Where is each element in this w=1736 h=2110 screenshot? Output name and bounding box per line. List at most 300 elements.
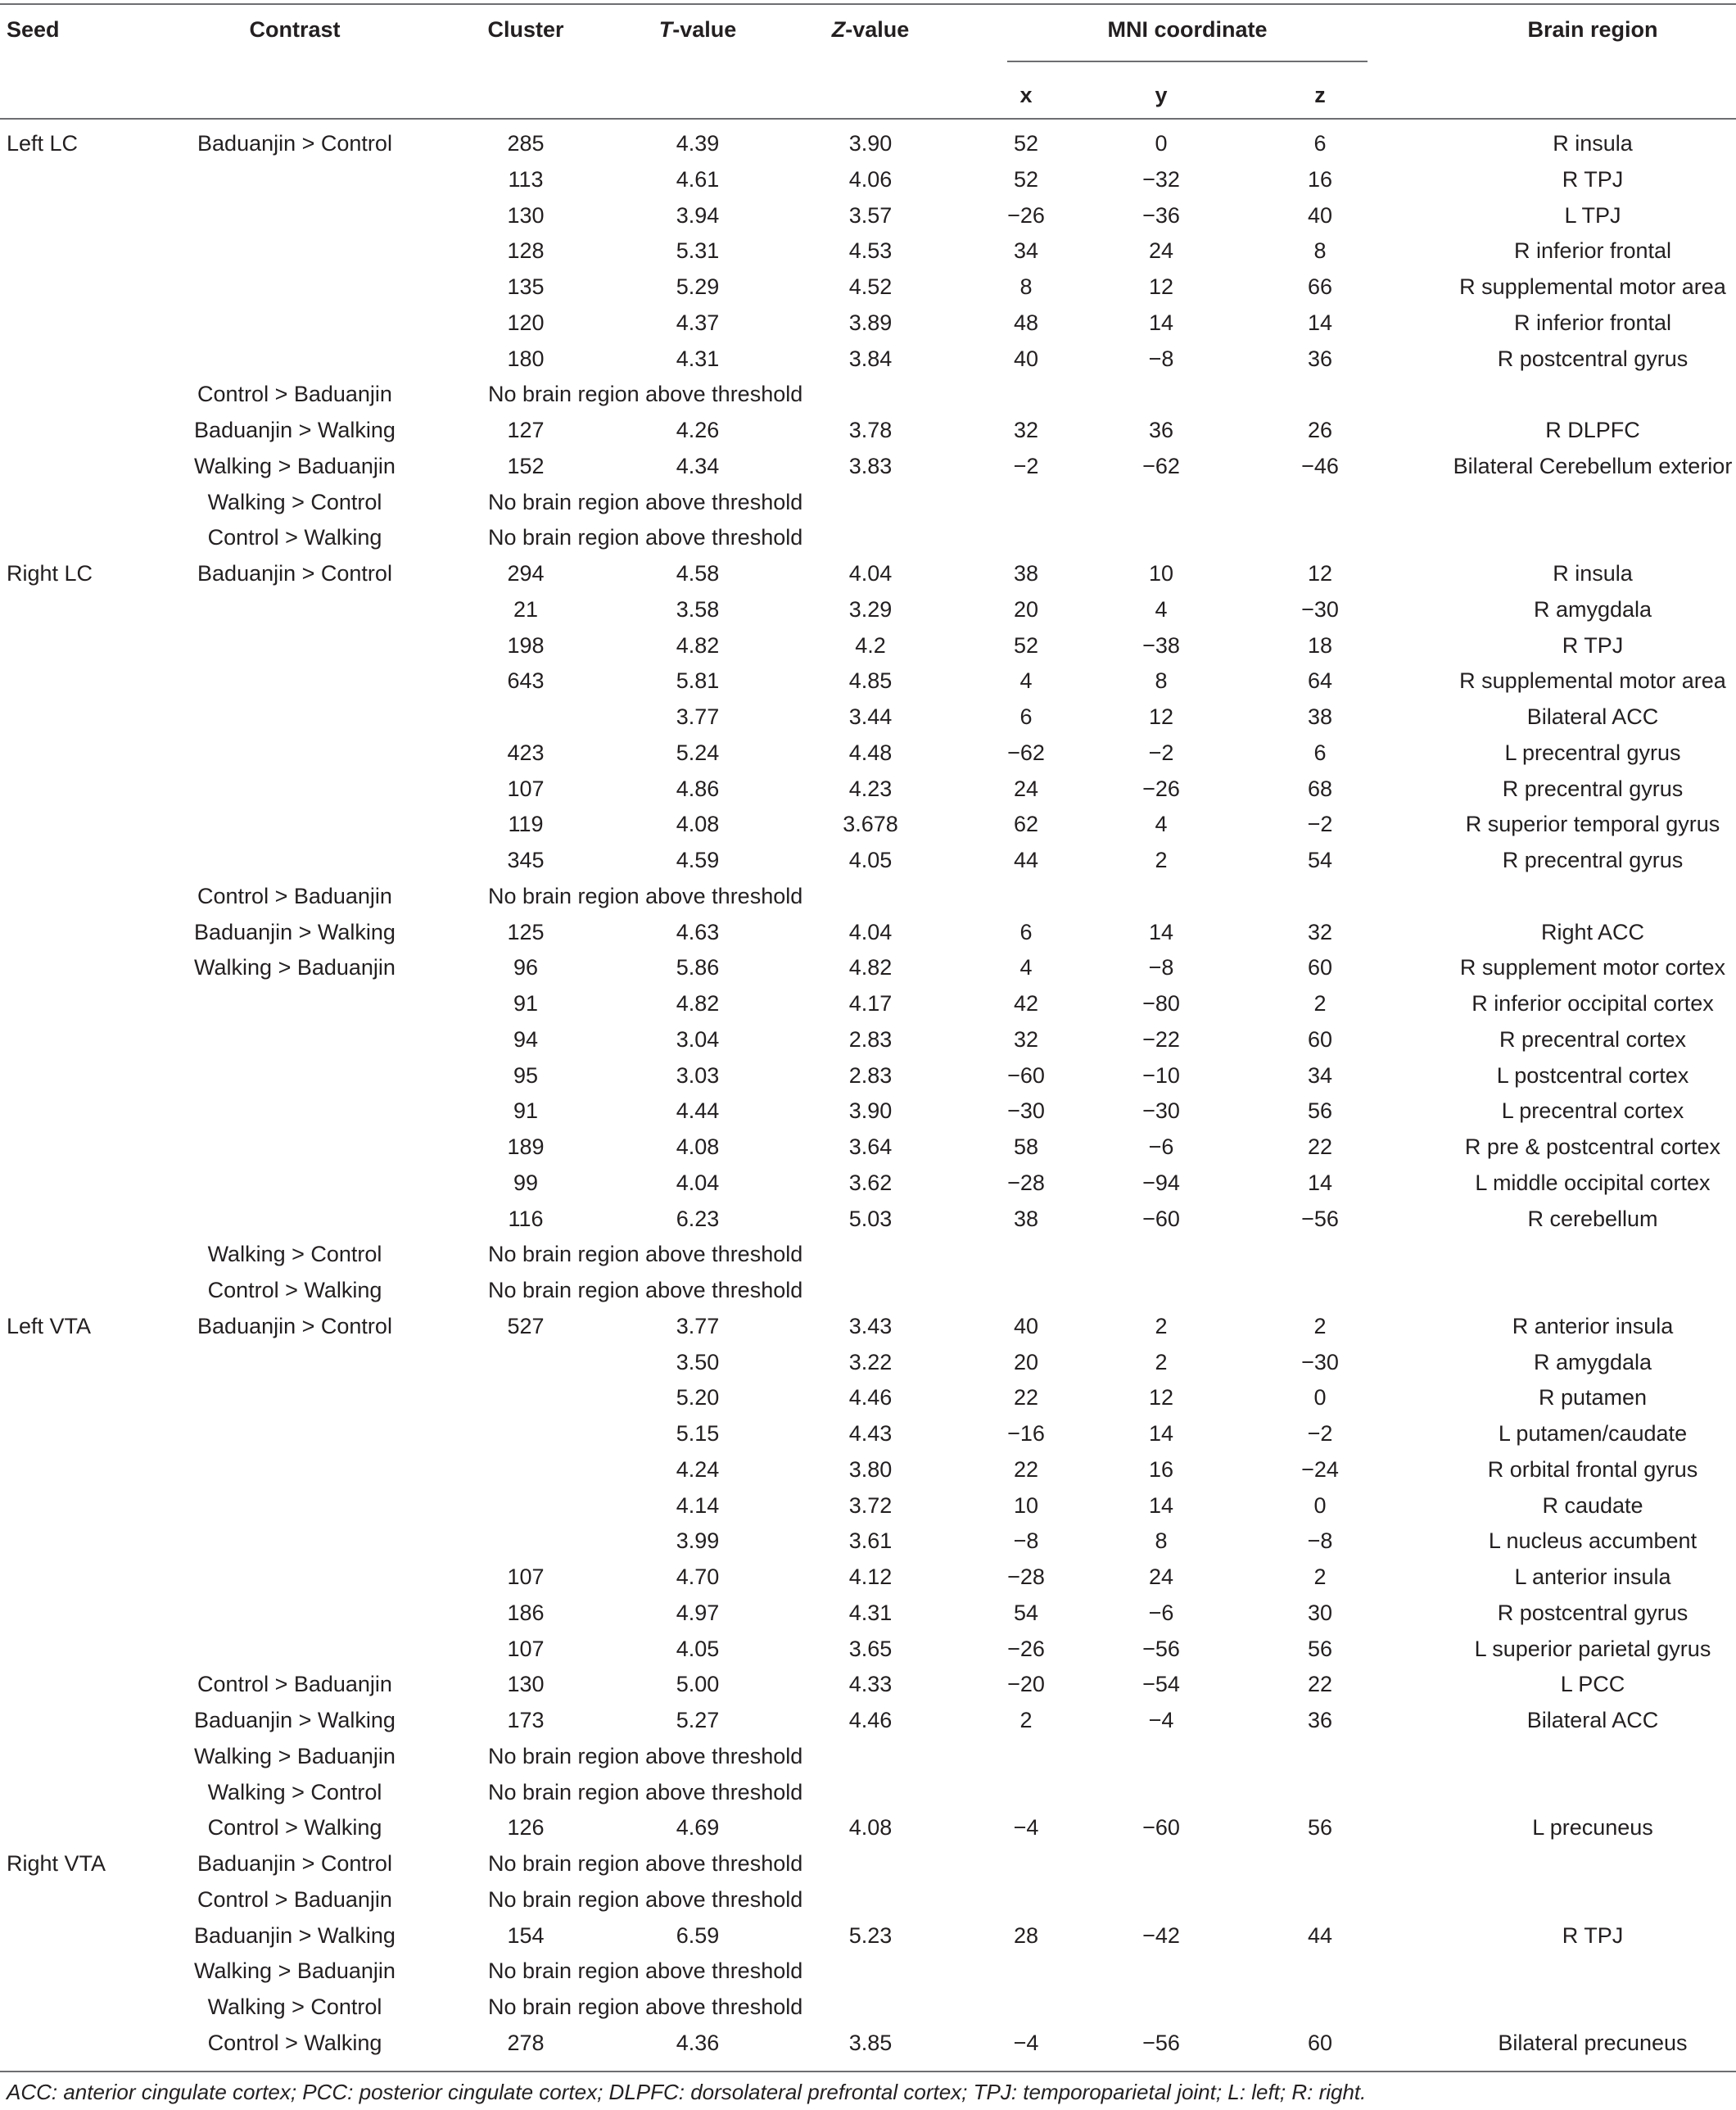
brain-region-cell: R supplement motor cortex <box>1459 955 1726 980</box>
mni-z-cell: −2 <box>1307 812 1333 837</box>
t-value-cell: 5.86 <box>676 955 720 980</box>
t-value-cell: 4.14 <box>676 1492 720 1518</box>
mni-y-cell: −62 <box>1142 453 1180 478</box>
brain-region-cell: R precentral gyrus <box>1502 848 1684 872</box>
mni-y-cell: 16 <box>1148 1456 1174 1482</box>
mni-z-cell: 6 <box>1313 740 1327 765</box>
z-value-cell: 4.17 <box>848 991 893 1016</box>
brain-region-cell: R superior temporal gyrus <box>1465 812 1720 837</box>
mni-x-cell: −20 <box>1007 1672 1045 1697</box>
mni-z-cell: −30 <box>1301 596 1339 622</box>
table-row <box>0 1595 1736 1631</box>
contrast-cell <box>188 735 401 771</box>
table-row <box>0 1666 1736 1702</box>
mni-x-cell: 38 <box>1013 561 1039 586</box>
t-value-cell: 4.44 <box>676 1098 720 1124</box>
t-value-cell: 4.34 <box>676 453 720 478</box>
contrast-cell: Walking > Control <box>207 1995 382 2019</box>
z-value-cell: 4.82 <box>848 955 893 980</box>
brain-region-cell: L PCC <box>1560 1672 1625 1697</box>
table-row <box>0 1308 1736 1344</box>
z-value-cell: 3.57 <box>848 202 893 228</box>
contrast-cell <box>188 663 401 699</box>
t-value-cell: 4.36 <box>676 2030 720 2055</box>
t-value-cell: 5.24 <box>676 740 720 765</box>
mni-y-cell: 12 <box>1148 274 1174 299</box>
table-row <box>0 519 1736 555</box>
t-value-cell: 4.63 <box>676 919 720 944</box>
table-row <box>0 806 1736 842</box>
no-region-note: No brain region above threshold <box>488 1743 803 1768</box>
contrast-cell <box>188 1451 401 1487</box>
table-row <box>0 376 1736 412</box>
mni-z-cell: 14 <box>1307 1170 1333 1195</box>
mni-y-cell: −60 <box>1142 1815 1180 1841</box>
mni-y-cell: 14 <box>1148 1492 1174 1518</box>
no-region-note: No brain region above threshold <box>488 1886 803 1912</box>
t-value-cell: 3.77 <box>676 704 720 729</box>
mni-x-cell: −8 <box>1013 1528 1039 1554</box>
contrast-cell: Baduanjin > Control <box>197 1851 392 1876</box>
mni-y-cell: 4 <box>1155 596 1168 622</box>
contrast-cell <box>188 233 401 269</box>
z-value-cell: 3.85 <box>848 2030 893 2055</box>
brain-region-cell: R orbital frontal gyrus <box>1487 1456 1698 1482</box>
t-value-cell: 4.39 <box>676 131 720 156</box>
z-value-cell: 4.85 <box>848 668 893 694</box>
t-value-cell: 4.61 <box>676 166 720 192</box>
t-value-cell: 5.15 <box>676 1421 720 1446</box>
contrast-cell <box>188 1631 401 1667</box>
cluster-cell <box>485 1451 567 1487</box>
z-value-cell: 3.90 <box>848 1098 893 1124</box>
contrast-cell: Walking > Control <box>207 1779 382 1804</box>
brain-region-cell: Bilateral ACC <box>1526 1708 1659 1732</box>
mni-z-cell: 2 <box>1313 1564 1327 1589</box>
z-value-cell: 4.08 <box>848 1815 893 1841</box>
mni-x-cell: −16 <box>1007 1421 1045 1446</box>
mni-x-cell: −4 <box>1013 2030 1039 2055</box>
mni-z-cell: 2 <box>1313 991 1327 1016</box>
mni-subrule <box>1007 61 1368 62</box>
subheader-row <box>0 77 1736 113</box>
contrast-cell: Control > Walking <box>207 525 382 550</box>
mni-z-cell: 14 <box>1307 310 1333 335</box>
cluster-cell <box>485 1344 567 1380</box>
t-value-cell: 4.31 <box>676 346 720 371</box>
no-region-note: No brain region above threshold <box>488 525 803 550</box>
mni-y-cell: −56 <box>1142 2030 1180 2055</box>
contrast-cell: Control > Baduanjin <box>197 1886 392 1912</box>
cluster-cell: 96 <box>513 955 539 980</box>
contrast-cell <box>188 197 401 233</box>
mni-x-cell: 4 <box>1019 955 1033 980</box>
z-value-cell: 5.03 <box>848 1206 893 1231</box>
t-value-cell: 3.94 <box>676 202 720 228</box>
cluster-cell: 94 <box>513 1026 539 1052</box>
mni-x-cell: 38 <box>1013 1206 1039 1231</box>
t-value-cell: 3.50 <box>676 1349 720 1374</box>
table-row <box>0 1129 1736 1165</box>
mni-x-cell: −26 <box>1007 1636 1045 1661</box>
t-value-cell: 4.86 <box>676 776 720 801</box>
cluster-cell: 130 <box>507 202 545 228</box>
mni-x-cell: 54 <box>1013 1600 1039 1625</box>
table-row <box>0 1379 1736 1415</box>
cluster-cell <box>485 1415 567 1451</box>
z-value-cell: 3.62 <box>848 1170 893 1195</box>
z-value-cell: 4.23 <box>848 776 893 801</box>
table-row <box>0 1559 1736 1595</box>
table-row <box>0 842 1736 878</box>
cluster-cell: 107 <box>507 1636 545 1661</box>
mni-x-cell: −62 <box>1007 740 1045 765</box>
brain-region-cell: R TPJ <box>1562 166 1624 192</box>
mni-z-cell: 64 <box>1307 668 1333 694</box>
brain-region-cell: R insula <box>1553 561 1633 586</box>
brain-region-cell: R caudate <box>1542 1492 1643 1518</box>
mni-z-cell: 38 <box>1307 704 1333 729</box>
bottom-rule <box>0 2071 1736 2072</box>
mni-z-cell: 36 <box>1307 346 1333 371</box>
brain-region-cell: Bilateral Cerebellum exterior <box>1453 453 1733 478</box>
mni-z-cell: 22 <box>1307 1134 1333 1159</box>
t-value-cell: 5.27 <box>676 1708 720 1732</box>
mni-x-cell: 22 <box>1013 1456 1039 1482</box>
z-value-cell: 4.04 <box>848 919 893 944</box>
contrast-cell: Walking > Control <box>207 1242 382 1267</box>
seed-cell: Left LC <box>7 131 79 156</box>
contrast-cell <box>188 842 401 878</box>
brain-region-cell: R precentral gyrus <box>1502 776 1684 801</box>
mni-y-cell: −6 <box>1148 1600 1174 1625</box>
mni-z-cell: −24 <box>1301 1456 1339 1482</box>
mni-x-cell: 44 <box>1013 848 1039 872</box>
contrast-cell: Control > Walking <box>207 1278 382 1302</box>
cluster-cell: 643 <box>507 668 545 694</box>
z-value-cell: 3.64 <box>848 1134 893 1159</box>
brain-region-cell: R insula <box>1553 131 1633 156</box>
brain-region-cell: L nucleus accumbent <box>1488 1528 1698 1554</box>
cluster-cell: 154 <box>507 1922 545 1948</box>
t-value-cell: 4.05 <box>676 1636 720 1661</box>
z-value-cell: 3.80 <box>848 1456 893 1482</box>
table-row <box>0 1057 1736 1093</box>
mni-z-cell: 0 <box>1313 1385 1327 1410</box>
brain-region-cell: L anterior insula <box>1514 1564 1671 1589</box>
header-rule <box>0 118 1736 120</box>
z-value-cell: 4.46 <box>848 1708 893 1732</box>
z-value-cell: 3.72 <box>848 1492 893 1518</box>
brain-region-cell: L putamen/caudate <box>1498 1421 1688 1446</box>
header-contrast: Contrast <box>249 17 341 42</box>
table-row <box>0 484 1736 520</box>
mni-y-cell: 12 <box>1148 704 1174 729</box>
table-row <box>0 1631 1736 1667</box>
t-value-cell: 3.99 <box>676 1528 720 1554</box>
z-value-cell: 2.83 <box>848 1062 893 1088</box>
cluster-cell: 527 <box>507 1313 545 1338</box>
no-region-note: No brain region above threshold <box>488 1995 803 2019</box>
cluster-cell: 345 <box>507 848 545 872</box>
table-row <box>0 1415 1736 1451</box>
brain-region-cell: R DLPFC <box>1545 418 1640 442</box>
mni-z-cell: 60 <box>1307 2030 1333 2055</box>
no-region-note: No brain region above threshold <box>488 1779 803 1804</box>
cluster-cell: 198 <box>507 632 545 658</box>
contrast-cell <box>188 1057 401 1093</box>
cluster-cell: 113 <box>508 166 544 192</box>
mni-y-cell: 24 <box>1148 238 1174 264</box>
no-region-note: No brain region above threshold <box>488 1851 803 1876</box>
cluster-cell <box>485 1523 567 1559</box>
mni-z-cell: −56 <box>1301 1206 1339 1231</box>
brain-region-cell: L precuneus <box>1532 1815 1653 1841</box>
brain-region-cell: R supplemental motor area <box>1459 274 1726 299</box>
mni-z-cell: 26 <box>1307 418 1333 442</box>
cluster-cell: 91 <box>513 1098 539 1124</box>
no-region-note: No brain region above threshold <box>488 1278 803 1302</box>
z-value-cell: 4.33 <box>848 1672 893 1697</box>
brain-region-cell: R anterior insula <box>1512 1313 1674 1338</box>
brain-region-cell: R inferior frontal <box>1513 238 1672 264</box>
mni-x-cell: 32 <box>1013 1026 1039 1052</box>
t-value-cell: 3.04 <box>676 1026 720 1052</box>
mni-y-cell: 8 <box>1155 668 1168 694</box>
no-region-note: No brain region above threshold <box>488 1958 803 1984</box>
mni-y-cell: −6 <box>1148 1134 1174 1159</box>
mni-z-cell: 44 <box>1307 1922 1333 1948</box>
brain-region-cell: L postcentral cortex <box>1496 1062 1689 1088</box>
t-value-cell: 4.24 <box>676 1456 720 1482</box>
header-z: z <box>1314 83 1326 107</box>
table-row <box>0 1953 1736 1989</box>
mni-y-cell: 24 <box>1148 1564 1174 1589</box>
table-row <box>0 627 1736 663</box>
z-value-cell: 4.53 <box>848 238 893 264</box>
contrast-cell: Walking > Baduanjin <box>194 453 396 478</box>
mni-x-cell: 40 <box>1013 346 1039 371</box>
header-z-value: Z-value <box>831 17 910 42</box>
mni-y-cell: 2 <box>1155 1313 1168 1338</box>
t-value-cell: 4.58 <box>676 561 720 586</box>
t-value-cell: 4.97 <box>676 1600 720 1625</box>
contrast-cell <box>188 1344 401 1380</box>
contrast-cell: Control > Baduanjin <box>197 883 392 908</box>
z-value-cell: 4.31 <box>848 1600 893 1625</box>
mni-y-cell: −38 <box>1142 632 1180 658</box>
contrast-cell <box>188 1595 401 1631</box>
mni-y-cell: −30 <box>1142 1098 1180 1124</box>
seed-cell: Left VTA <box>7 1313 92 1338</box>
brain-region-cell: Bilateral precuneus <box>1498 2030 1688 2055</box>
mni-z-cell: −2 <box>1307 1421 1333 1446</box>
brain-region-cell: Bilateral ACC <box>1526 704 1659 729</box>
contrast-cell <box>188 1201 401 1237</box>
cluster-cell: 135 <box>507 274 545 299</box>
header-mni-coordinate: MNI coordinate <box>1107 17 1268 42</box>
brain-region-cell: L middle occipital cortex <box>1475 1170 1711 1195</box>
table-row <box>0 412 1736 448</box>
mni-z-cell: 8 <box>1313 238 1327 264</box>
mni-y-cell: −36 <box>1142 202 1180 228</box>
mni-y-cell: 12 <box>1148 1385 1174 1410</box>
mni-y-cell: 10 <box>1148 561 1174 586</box>
table-row <box>0 1021 1736 1057</box>
cluster-cell: 91 <box>513 991 539 1016</box>
contrast-cell: Control > Baduanjin <box>197 382 392 407</box>
mni-y-cell: 36 <box>1148 418 1174 442</box>
table-row <box>0 699 1736 735</box>
t-value-cell: 6.23 <box>676 1206 720 1231</box>
mni-x-cell: 6 <box>1019 704 1033 729</box>
mni-z-cell: 16 <box>1307 166 1333 192</box>
z-value-cell: 4.06 <box>848 166 893 192</box>
z-value-cell: 3.29 <box>848 596 893 622</box>
contrast-cell: Walking > Control <box>207 489 382 514</box>
cluster-cell: 125 <box>507 919 545 944</box>
contrast-cell: Control > Baduanjin <box>197 1672 392 1697</box>
contrast-cell <box>188 269 401 305</box>
contrast-cell: Baduanjin > Walking <box>194 1922 396 1948</box>
mni-y-cell: 14 <box>1148 1421 1174 1446</box>
mni-z-cell: 30 <box>1307 1600 1333 1625</box>
t-value-cell: 3.77 <box>676 1313 720 1338</box>
mni-x-cell: 52 <box>1013 166 1039 192</box>
header-t-value: T-value <box>658 17 737 42</box>
z-value-cell: 3.78 <box>848 418 893 442</box>
cluster-cell: 278 <box>507 2030 545 2055</box>
contrast-cell <box>188 699 401 735</box>
contrast-cell <box>188 1165 401 1201</box>
contrast-cell <box>188 161 401 197</box>
mni-x-cell: 48 <box>1013 310 1039 335</box>
header-y: y <box>1155 83 1168 107</box>
cluster-cell <box>485 1487 567 1524</box>
mni-y-cell: 8 <box>1155 1528 1168 1554</box>
mni-z-cell: 36 <box>1307 1708 1333 1732</box>
z-value-cell: 5.23 <box>848 1922 893 1948</box>
contrast-cell <box>188 305 401 341</box>
cluster-cell: 119 <box>508 812 544 837</box>
mni-y-cell: 2 <box>1155 848 1168 872</box>
mni-z-cell: 54 <box>1307 848 1333 872</box>
brain-region-cell: Right ACC <box>1540 919 1645 944</box>
cluster-cell: 173 <box>507 1708 545 1732</box>
mni-z-cell: 6 <box>1313 131 1327 156</box>
z-value-cell: 3.84 <box>848 346 893 371</box>
mni-x-cell: −28 <box>1007 1564 1045 1589</box>
cluster-cell: 423 <box>507 740 545 765</box>
mni-y-cell: −32 <box>1142 166 1180 192</box>
mni-x-cell: 8 <box>1019 274 1033 299</box>
mni-x-cell: 10 <box>1013 1492 1039 1518</box>
no-region-note: No brain region above threshold <box>488 382 803 407</box>
z-value-cell: 4.46 <box>848 1385 893 1410</box>
table-row <box>0 1845 1736 1881</box>
z-value-cell: 4.52 <box>848 274 893 299</box>
t-value-cell: 4.04 <box>676 1170 720 1195</box>
header-cluster: Cluster <box>487 17 564 42</box>
brain-region-cell: L TPJ <box>1564 202 1621 228</box>
t-value-cell: 6.59 <box>676 1922 720 1948</box>
mni-y-cell: −80 <box>1142 991 1180 1016</box>
z-value-cell: 3.90 <box>848 131 893 156</box>
mni-x-cell: −60 <box>1007 1062 1045 1088</box>
table-row <box>0 1989 1736 2025</box>
mni-y-cell: −2 <box>1148 740 1174 765</box>
header-x: x <box>1019 83 1033 107</box>
brain-region-cell: R putamen <box>1538 1385 1648 1410</box>
t-value-cell: 4.69 <box>676 1815 720 1841</box>
mni-z-cell: 34 <box>1307 1062 1333 1088</box>
z-value-cell: 3.65 <box>848 1636 893 1661</box>
mni-z-cell: 12 <box>1307 561 1333 586</box>
contrast-cell: Walking > Baduanjin <box>194 1958 396 1984</box>
mni-z-cell: 60 <box>1307 1026 1333 1052</box>
cluster-cell: 127 <box>507 418 545 442</box>
mni-z-cell: 2 <box>1313 1313 1327 1338</box>
table-row <box>0 555 1736 591</box>
mni-x-cell: 40 <box>1013 1313 1039 1338</box>
t-value-cell: 5.20 <box>676 1385 720 1410</box>
brain-region-cell: R inferior occipital cortex <box>1472 991 1714 1016</box>
mni-x-cell: −30 <box>1007 1098 1045 1124</box>
top-rule <box>0 3 1736 5</box>
cluster-cell: 21 <box>513 596 539 622</box>
brain-region-cell: R TPJ <box>1562 1922 1624 1948</box>
table-row <box>0 1881 1736 1918</box>
cluster-cell: 120 <box>507 310 545 335</box>
table-row <box>0 663 1736 699</box>
table-row <box>0 125 1736 161</box>
mni-x-cell: 2 <box>1019 1708 1033 1732</box>
table-row <box>0 1236 1736 1272</box>
mni-x-cell: −26 <box>1007 202 1045 228</box>
mni-x-cell: 62 <box>1013 812 1039 837</box>
z-value-cell: 2.83 <box>848 1026 893 1052</box>
mni-y-cell: −8 <box>1148 346 1174 371</box>
contrast-cell: Control > Walking <box>207 1815 382 1841</box>
mni-y-cell: −54 <box>1142 1672 1180 1697</box>
cluster-cell: 116 <box>508 1206 544 1231</box>
mni-z-cell: −30 <box>1301 1349 1339 1374</box>
table-row <box>0 771 1736 807</box>
cluster-cell: 285 <box>507 131 545 156</box>
t-value-cell: 5.81 <box>676 668 720 694</box>
contrast-cell: Baduanjin > Walking <box>194 418 396 442</box>
t-value-cell: 4.70 <box>676 1564 720 1589</box>
mni-z-cell: 18 <box>1307 632 1333 658</box>
cluster-cell: 180 <box>507 346 545 371</box>
z-value-cell: 4.04 <box>848 561 893 586</box>
mni-x-cell: 24 <box>1013 776 1039 801</box>
mni-y-cell: −26 <box>1142 776 1180 801</box>
t-value-cell: 3.58 <box>676 596 720 622</box>
table-row <box>0 1344 1736 1380</box>
mni-z-cell: 0 <box>1313 1492 1327 1518</box>
contrast-cell: Walking > Baduanjin <box>194 955 396 980</box>
mni-z-cell: 68 <box>1307 776 1333 801</box>
contrast-cell <box>188 985 401 1021</box>
table-row <box>0 591 1736 627</box>
t-value-cell: 5.00 <box>676 1672 720 1697</box>
contrast-cell <box>188 1487 401 1524</box>
mni-y-cell: −42 <box>1142 1922 1180 1948</box>
contrast-cell: Baduanjin > Walking <box>194 1708 396 1732</box>
t-value-cell: 4.08 <box>676 812 720 837</box>
brain-region-cell: L superior parietal gyrus <box>1474 1636 1711 1661</box>
